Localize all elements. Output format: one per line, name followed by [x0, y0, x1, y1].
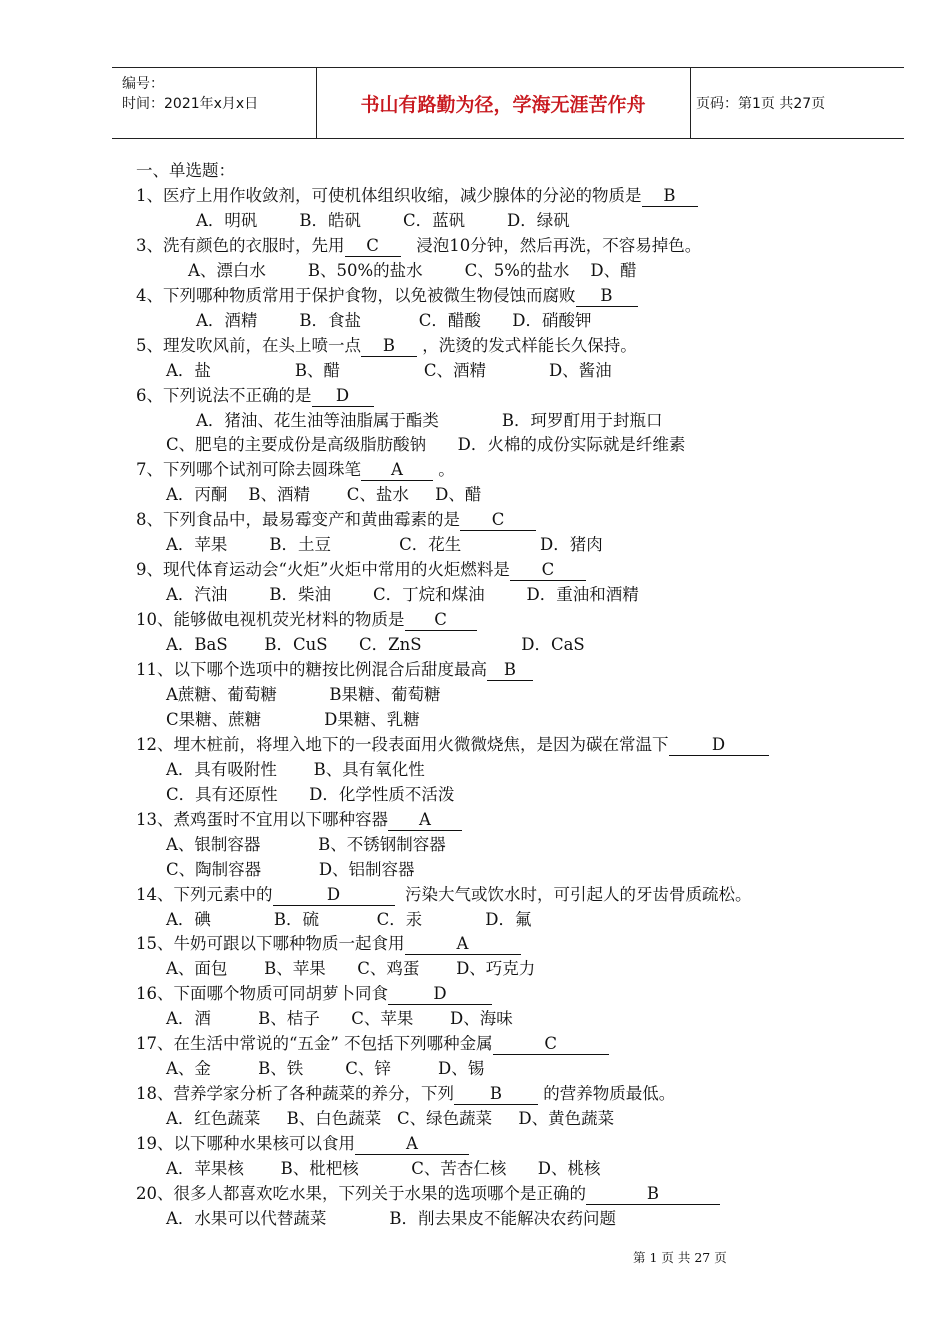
question-text: 8、下列食品中，最易霉变产和黄曲霉素的是 [136, 510, 460, 530]
option-line: C、肥皂的主要成份是高级脂肪酸钠 D．火棉的成份实际就是纤维素 [166, 435, 686, 455]
option-line: C果糖、蔗糖 D果糖、乳糖 [166, 709, 420, 729]
option-line: A、金 B、铁 C、锌 D、锡 [166, 1059, 485, 1079]
option-line: A．苹果 B．土豆 C．花生 D．猪肉 [166, 535, 603, 555]
option-line: A、面包 B、苹果 C、鸡蛋 D、巧克力 [166, 959, 536, 979]
question-stem [136, 335, 637, 357]
option-line: A．水果可以代替蔬菜 B．削去果皮不能解决农药问题 [166, 1208, 616, 1228]
header-meta [122, 74, 258, 114]
question-text: 16、下面哪个物质可同胡萝卜同食 [136, 984, 388, 1004]
option-line: A、银制容器 B、不锈钢制容器 [166, 834, 446, 854]
option-line: A．具有吸附性 B、具有氧化性 [166, 759, 425, 779]
answer-blank: D [273, 885, 395, 906]
question-text: 3、洗有颜色的衣服时，先用 [136, 235, 345, 255]
question-text: 10、能够做电视机荧光材料的物质是 [136, 610, 405, 630]
question-text-tail: 的营养物质最低。 [538, 1084, 676, 1104]
question-stem [136, 609, 477, 631]
header-divider [690, 68, 691, 138]
question-text: 19、以下哪种水果核可以食用 [136, 1134, 355, 1154]
option-line: A．丙酮 B、酒精 C、盐水 D、醋 [166, 485, 482, 505]
answer-blank: A [388, 810, 462, 831]
answer-blank: B [586, 1184, 720, 1205]
question-text-tail: ，洗烫的发式样能长久保持。 [417, 335, 637, 355]
question-stem [136, 185, 698, 207]
answer-blank: C [460, 510, 536, 531]
question-stem [136, 1183, 720, 1205]
question-stem [136, 385, 374, 407]
question-stem [136, 459, 455, 481]
option-line: A．苹果核 B、枇杷核 C、苦杏仁核 D、桃核 [166, 1159, 601, 1178]
question-text: 9、现代体育运动会“火炬”火炬中常用的火炬燃料是 [136, 560, 510, 580]
answer-blank: C [510, 560, 586, 581]
option-line: A、漂白水 B、50%的盐水 C、5%的盐水 D、醋 [188, 260, 637, 280]
question-text: 11、以下哪个选项中的糖按比例混合后甜度最高 [136, 660, 487, 679]
option-line: A蔗糖、葡萄糖 B果糖、葡萄糖 [166, 684, 441, 704]
question-text: 14、下列元素中的 [136, 884, 273, 904]
option-line: A．酒精 B．食盐 C．醋酸 D．硝酸钾 [196, 310, 592, 330]
question-stem [136, 1083, 675, 1105]
page-footer: 第 1 页 共 27 页 [633, 1250, 727, 1265]
header-page-number: 页码：第1页 共27页 [696, 96, 826, 112]
answer-blank: A [405, 934, 521, 955]
question-stem [136, 235, 701, 257]
section-title: 一、单选题： [136, 161, 235, 180]
question-stem [136, 933, 521, 955]
option-line: C．具有还原性 D．化学性质不活泼 [166, 784, 455, 804]
question-stem [136, 734, 769, 756]
question-text: 17、在生活中常说的“五金” 不包括下列哪种金属 [136, 1034, 493, 1054]
question-stem [136, 659, 533, 681]
option-line: A．猪油、花生油等油脂属于酯类 B．珂罗酊用于封瓶口 [196, 410, 663, 430]
question-stem [136, 285, 638, 307]
answer-blank: D [312, 386, 374, 407]
question-text: 6、下列说法不正确的是 [136, 385, 312, 405]
question-text: 20、很多人都喜欢吃水果，下列关于水果的选项哪个是正确的 [136, 1183, 586, 1203]
question-text: 7、下列哪个试剂可除去圆珠笔 [136, 460, 361, 480]
option-line: A．BaS B．CuS C．ZnS D．CaS [166, 635, 585, 655]
question-text: 5、理发吹风前，在头上喷一点 [136, 335, 361, 355]
question-stem [136, 1033, 609, 1055]
header-number: 编号： [122, 76, 164, 92]
question-text: 12、埋木桩前，将埋入地下的一段表面用火微微烧焦，是因为碳在常温下 [136, 734, 669, 754]
option-line: A．盐 B、醋 C、酒精 D、酱油 [166, 360, 612, 380]
answer-blank: C [345, 236, 401, 257]
question-text-tail: 浸泡10分钟，然后再洗，不容易掉色。 [400, 235, 702, 255]
question-text: 18、营养学家分析了各种蔬菜的养分，下列 [136, 1084, 454, 1104]
question-stem [136, 809, 462, 831]
answer-blank: B [642, 186, 698, 207]
question-text-tail: 污染大气或饮水时，可引起人的牙齿骨质疏松。 [394, 884, 752, 904]
option-line: A．碘 B．硫 C．汞 D．氟 [166, 909, 532, 929]
answer-blank: A [355, 1134, 469, 1155]
option-line: C、陶制容器 D、铝制容器 [166, 859, 415, 879]
question-stem [136, 559, 586, 581]
answer-blank: D [388, 984, 492, 1005]
question-stem [136, 509, 536, 531]
option-line: A．汽油 B．柴油 C．丁烷和煤油 D．重油和酒精 [166, 585, 639, 605]
question-text-tail: 。 [433, 460, 455, 480]
option-line: A．红色蔬菜 B、白色蔬菜 C、绿色蔬菜 D、黄色蔬菜 [166, 1109, 615, 1129]
question-stem [136, 983, 492, 1005]
header-motto: 书山有路勤为径，学海无涯苦作舟 [360, 93, 646, 116]
question-text: 15、牛奶可跟以下哪种物质一起食用 [136, 934, 405, 954]
answer-blank: A [361, 460, 433, 481]
question-text: 1、医疗上用作收敛剂，可使机体组织收缩，减少腺体的分泌的物质是 [136, 185, 642, 205]
question-text: 13、煮鸡蛋时不宜用以下哪种容器 [136, 809, 388, 829]
answer-blank: B [576, 286, 638, 307]
question-stem [136, 1133, 469, 1155]
answer-blank: D [669, 735, 769, 756]
page-header [112, 67, 904, 139]
question-text: 4、下列哪种物质常用于保护食物，以免被微生物侵蚀而腐败 [136, 285, 576, 305]
answer-blank: B [361, 336, 417, 357]
answer-blank: C [405, 610, 477, 631]
question-stem [136, 884, 752, 906]
option-line: A．酒 B、桔子 C、苹果 D、海味 [166, 1009, 513, 1029]
header-time: 时间：2021年x月x日 [122, 96, 259, 112]
option-line: A．明矾 B．皓矾 C．蓝矾 D．绿矾 [196, 210, 570, 230]
answer-blank: B [454, 1084, 538, 1105]
answer-blank: B [487, 660, 533, 681]
answer-blank: C [493, 1034, 609, 1055]
